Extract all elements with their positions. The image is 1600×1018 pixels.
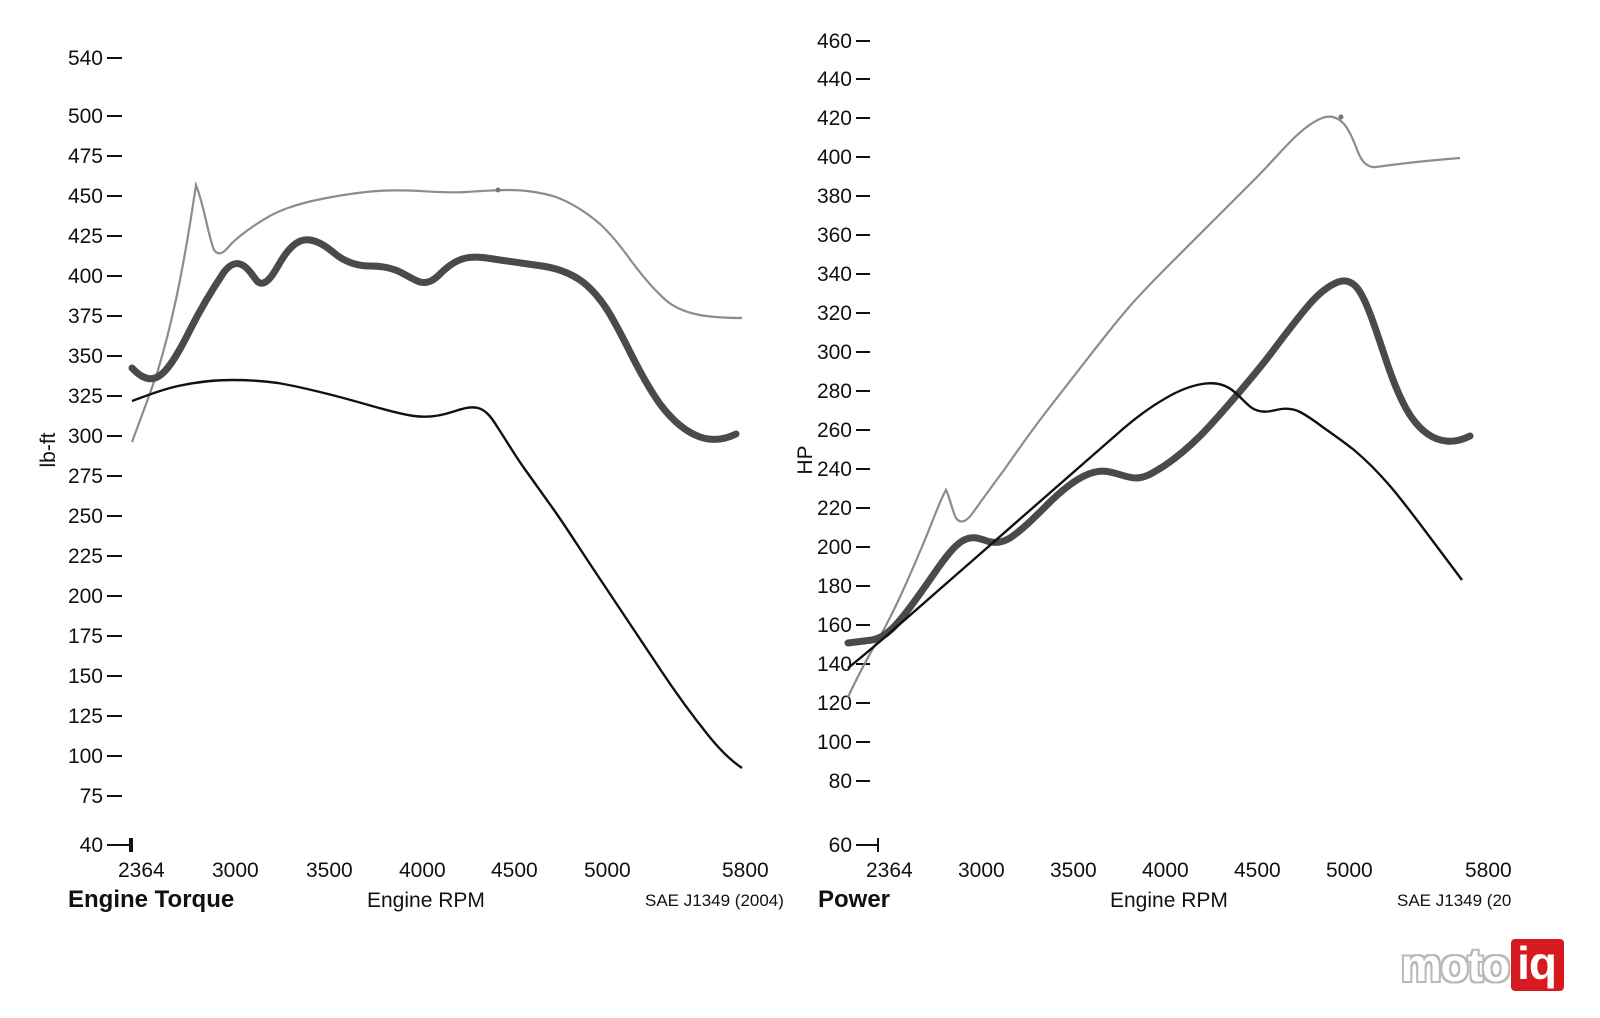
ytick-label: 325	[67, 385, 103, 408]
torque-x-axis-title: Engine RPM	[367, 889, 485, 912]
power-standard-note: SAE J1349 (20	[1397, 891, 1512, 910]
ytick-label: 300	[816, 341, 852, 364]
ytick-label: 300	[67, 425, 103, 448]
ytick-label: 80	[828, 770, 852, 793]
torque-panel-title: Engine Torque	[68, 886, 235, 913]
ytick-label: 360	[816, 224, 852, 247]
torque-peak-marker	[496, 188, 501, 193]
ytick-label: 140	[816, 653, 852, 676]
ytick-label: 375	[67, 305, 103, 328]
xtick-label: 3500	[306, 859, 353, 882]
power-trace-run1	[848, 383, 1462, 668]
ytick-label: 100	[816, 731, 852, 754]
watermark-text: moto	[1400, 939, 1510, 991]
torque-y-axis-title: lb-ft	[37, 432, 60, 468]
ytick-label: 420	[816, 107, 852, 130]
ytick-label: 200	[816, 536, 852, 559]
ytick-label: 350	[67, 345, 103, 368]
ytick-label: 225	[67, 545, 103, 568]
ytick-label: 250	[67, 505, 103, 528]
ytick-label: 220	[816, 497, 852, 520]
ytick-label: 450	[67, 185, 103, 208]
power-peak-marker	[1339, 115, 1344, 120]
power-y-axis	[817, 30, 870, 857]
ytick-label: 120	[816, 692, 852, 715]
xtick-label: 5800	[722, 859, 769, 882]
torque-x-axis	[118, 838, 769, 882]
motoiq-watermark	[1401, 938, 1564, 992]
xtick-label: 3000	[212, 859, 259, 882]
watermark-badge: iq	[1511, 939, 1564, 991]
xtick-label: 3500	[1050, 859, 1097, 882]
ytick-label: 200	[67, 585, 103, 608]
ytick-label: 475	[67, 145, 103, 168]
xtick-label: 3000	[958, 859, 1005, 882]
power-x-axis	[866, 859, 1512, 882]
ytick-label: 460	[816, 30, 852, 53]
torque-trace-run3	[132, 185, 742, 442]
xtick-label: 4500	[491, 859, 538, 882]
torque-trace-run2	[132, 240, 736, 440]
torque-standard-note: SAE J1349 (2004)	[645, 891, 784, 910]
power-trace-run3	[848, 117, 1460, 697]
ytick-label: 280	[816, 380, 852, 403]
ytick-label: 425	[67, 225, 103, 248]
xtick-label: 2364	[118, 859, 165, 882]
ytick-label: 100	[67, 745, 103, 768]
ytick-label: 320	[816, 302, 852, 325]
ytick-label: 275	[67, 465, 103, 488]
xtick-label: 5000	[1326, 859, 1373, 882]
ytick-label: 180	[816, 575, 852, 598]
xtick-label: 2364	[866, 859, 913, 882]
ytick-label: 75	[79, 785, 103, 808]
xtick-label: 5000	[584, 859, 631, 882]
ytick-label: 400	[67, 265, 103, 288]
ytick-label: 400	[816, 146, 852, 169]
ytick-label: 540	[67, 47, 103, 70]
power-panel-title: Power	[818, 886, 891, 913]
power-chart-panel	[790, 0, 1600, 1018]
ytick-label: 150	[67, 665, 103, 688]
ytick-label: 260	[816, 419, 852, 442]
ytick-label: 240	[816, 458, 852, 481]
power-x-axis-title: Engine RPM	[1110, 889, 1228, 912]
xtick-label: 4000	[399, 859, 446, 882]
ytick-label: 40	[79, 834, 103, 857]
torque-trace-run1	[132, 380, 742, 768]
ytick-label: 340	[816, 263, 852, 286]
xtick-label: 4000	[1142, 859, 1189, 882]
ytick-label: 160	[816, 614, 852, 637]
ytick-label: 380	[816, 185, 852, 208]
ytick-label: 125	[67, 705, 103, 728]
xtick-label: 5800	[1465, 859, 1512, 882]
ytick-label: 60	[828, 834, 852, 857]
torque-y-axis	[68, 47, 122, 857]
ytick-label: 440	[816, 68, 852, 91]
ytick-label: 500	[67, 105, 103, 128]
ytick-label: 175	[67, 625, 103, 648]
power-plot-svg	[790, 0, 1600, 1018]
xtick-label: 4500	[1234, 859, 1281, 882]
power-y-axis-title: HP	[794, 445, 817, 475]
